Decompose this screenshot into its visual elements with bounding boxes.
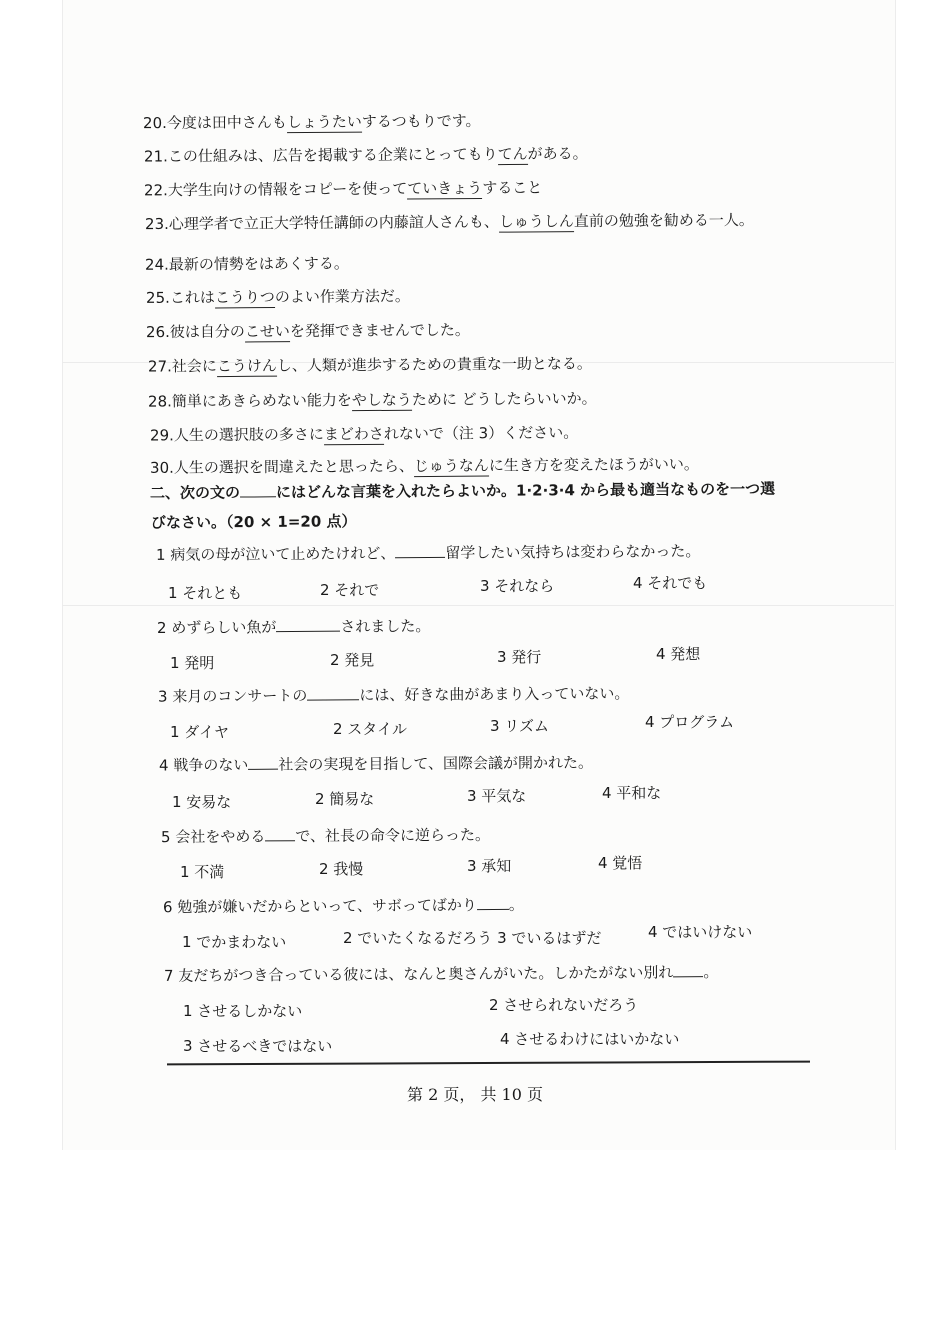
vocab-item-20: 20.今度は田中さんもしょうたいするつもりです。 xyxy=(142,111,481,133)
question-3: 3 来月のコンサートの には、好きな曲があまり入っていない。 xyxy=(157,684,630,706)
q5-option-2: 2 我慢 xyxy=(319,860,364,878)
vocab-item-21: 21.この仕組みは、広告を掲載する企業にとってもりてんがある。 xyxy=(143,144,588,166)
q7-option-1: 1 させるしかない xyxy=(183,1002,303,1020)
question-1: 1 病気の母が泣いて止めたけれど、 留学したい気持ちは変わらなかった。 xyxy=(155,542,701,564)
q2-option-3: 3 発行 xyxy=(497,648,542,666)
q7-option-3: 3 させるべきではない xyxy=(183,1037,333,1055)
vocab-item-29: 29.人生の選択肢の多さにまどわされないで（注 3）ください。 xyxy=(149,423,579,445)
q1-option-2: 2 それで xyxy=(320,581,380,599)
vocab-item-27: 27.社会にこうけんし、人類が進歩するための貴重な一助となる。 xyxy=(147,354,592,376)
q6-option-1: 1 でかまわない xyxy=(182,933,287,951)
question-6: 6 勉強が嫌いだからといって、サボってばかり 。 xyxy=(162,895,524,917)
question-7: 7 友だちがつき合っている彼には、なんと奥さんがいた。しかたがない別れ 。 xyxy=(163,963,719,985)
question-4: 4 戦争のない 社会の実現を目指して、国際会議が開かれた。 xyxy=(158,753,594,775)
question-5: 5 会社をやめる で、社長の命令に逆らった。 xyxy=(160,825,491,847)
q1-option-1: 1 それとも xyxy=(168,584,243,602)
q5-option-3: 3 承知 xyxy=(467,857,512,875)
q6-option-2-3: 2 でいたくなるだろう 3 でいるはずだ xyxy=(343,929,602,947)
q4-option-2: 2 簡易な xyxy=(315,790,375,808)
q3-option-2: 2 スタイル xyxy=(333,720,408,738)
q1-option-4: 4 それでも xyxy=(633,574,708,592)
section-heading-cont: びなさい。（20 × 1=20 点） xyxy=(150,512,357,532)
vocab-item-26: 26.彼は自分のこせいを発揮できませんでした。 xyxy=(145,320,470,342)
vocab-item-30: 30.人生の選択を間違えたと思ったら、じゅうなんに生き方を変えたほうがいい。 xyxy=(149,455,699,477)
q2-option-4: 4 発想 xyxy=(656,645,701,663)
q3-option-3: 3 リズム xyxy=(490,717,550,735)
q7-option-4: 4 させるわけにはいかない xyxy=(500,1030,680,1048)
q2-option-2: 2 発見 xyxy=(330,651,375,669)
page-number: 第 2 页， 共 10 页 xyxy=(407,1085,543,1104)
q4-option-4: 4 平和な xyxy=(602,784,662,802)
question-2: 2 めずらしい魚が されました。 xyxy=(156,617,431,637)
fold-line xyxy=(62,605,894,606)
q5-option-4: 4 覚悟 xyxy=(598,854,643,872)
vocab-item-23: 23.心理学者で立正大学特任講師の内藤誼人さんも、しゅうしん直前の勉強を勧める一人。 xyxy=(144,210,754,234)
vocab-item-24: 24.最新の情勢をはあくする。 xyxy=(144,254,349,274)
vocab-item-22: 22.大学生向けの情報をコピーを使ってていきょうすること xyxy=(143,178,543,200)
q5-option-1: 1 不満 xyxy=(180,863,225,881)
q6-option-4: 4 ではいけない xyxy=(648,923,753,941)
q3-option-4: 4 プログラム xyxy=(645,713,735,731)
q7-option-2: 2 させられないだろう xyxy=(489,996,639,1014)
vocab-item-25: 25.これはこうりつのよい作業方法だ。 xyxy=(145,287,410,307)
q2-option-1: 1 発明 xyxy=(170,654,215,672)
section-heading: 二、次の文の にはどんな言葉を入れたらよいか。1·2·3·4 から最も適当なものを一つ選 xyxy=(149,479,776,503)
q1-option-3: 3 それなら xyxy=(480,577,555,595)
q4-option-1: 1 安易な xyxy=(172,793,232,811)
q4-option-3: 3 平気な xyxy=(467,787,527,805)
vocab-item-28: 28.簡単にあきらめない能力をやしなうために どうしたらいいか。 xyxy=(147,389,597,411)
q3-option-1: 1 ダイヤ xyxy=(170,723,230,741)
